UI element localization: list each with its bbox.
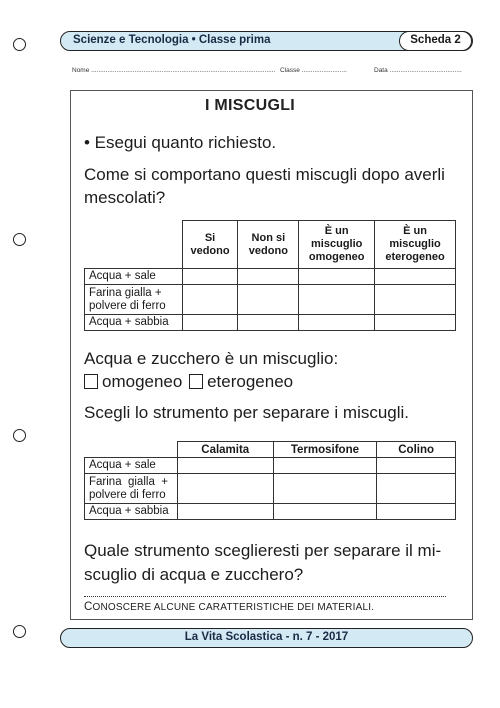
answer-cell[interactable] bbox=[238, 269, 299, 285]
answer-cell[interactable] bbox=[273, 458, 377, 474]
header-termosifone: Termosifone bbox=[273, 442, 377, 458]
answer-cell[interactable] bbox=[299, 269, 375, 285]
sheet-badge: Scheda 2 bbox=[399, 31, 472, 51]
separation-table bbox=[84, 441, 456, 520]
header-calamita: Calamita bbox=[177, 442, 273, 458]
question-1-line-2: mescolati? bbox=[84, 188, 166, 207]
class-field: Classe ......................... bbox=[280, 67, 347, 74]
table-corner bbox=[85, 221, 183, 269]
header-eterogeneo: È un miscuglio eterogeneo bbox=[375, 221, 456, 269]
question-4-line-2: scuglio di acqua e zucchero? bbox=[84, 565, 304, 584]
answer-cell[interactable] bbox=[238, 285, 299, 315]
answer-cell[interactable] bbox=[375, 269, 456, 285]
binder-hole-4 bbox=[13, 625, 26, 638]
binder-hole-3 bbox=[13, 429, 26, 442]
answer-cell[interactable] bbox=[377, 458, 456, 474]
option-omogeneo-label: omogeneo bbox=[102, 372, 183, 391]
answer-cell[interactable] bbox=[273, 474, 377, 504]
answer-cell[interactable] bbox=[182, 269, 238, 285]
date-field: Data ........................................ bbox=[374, 67, 462, 74]
row-label: Acqua + sale bbox=[85, 269, 183, 285]
answer-cell[interactable] bbox=[299, 285, 375, 315]
row-label: Farina gialla + polvere di ferro bbox=[85, 474, 178, 504]
answer-cell[interactable] bbox=[375, 285, 456, 315]
binder-hole-1 bbox=[13, 38, 26, 51]
answer-cell[interactable] bbox=[375, 315, 456, 331]
table-corner bbox=[85, 442, 178, 458]
question-1-line-1: Come si comportano questi miscugli dopo averli bbox=[84, 165, 445, 184]
table-row bbox=[85, 474, 456, 504]
header-non-si-vedono: Non si vedono bbox=[238, 221, 299, 269]
learning-goal: CONOSCERE ALCUNE CARATTERISTICHE DEI MATERIALI. bbox=[84, 601, 375, 613]
header-colino: Colino bbox=[377, 442, 456, 458]
answer-cell[interactable] bbox=[377, 474, 456, 504]
instruction: • Esegui quanto richiesto. bbox=[84, 133, 277, 152]
table-row bbox=[85, 504, 456, 520]
table-row bbox=[85, 458, 456, 474]
table-row bbox=[85, 285, 456, 315]
row-label: Acqua + sale bbox=[85, 458, 178, 474]
header-bar bbox=[60, 31, 473, 51]
answer-cell[interactable] bbox=[182, 315, 238, 331]
answer-cell[interactable] bbox=[377, 504, 456, 520]
answer-cell[interactable] bbox=[273, 504, 377, 520]
checkbox-omogeneo[interactable] bbox=[84, 374, 98, 389]
question-3: Scegli lo strumento per separare i miscugli. bbox=[84, 403, 410, 422]
option-eterogeneo-label: eterogeneo bbox=[207, 372, 294, 391]
answer-cell[interactable] bbox=[238, 315, 299, 331]
answer-cell[interactable] bbox=[177, 504, 273, 520]
page-title: I MISCUGLI bbox=[204, 97, 296, 114]
table-row bbox=[85, 315, 456, 331]
checkbox-eterogeneo[interactable] bbox=[189, 374, 203, 389]
table-row bbox=[85, 269, 456, 285]
question-4-line-1: Quale strumento sceglieresti per separare il mi- bbox=[84, 541, 442, 560]
answer-cell[interactable] bbox=[177, 474, 273, 504]
behavior-table bbox=[84, 220, 456, 331]
answer-line[interactable] bbox=[84, 590, 446, 597]
row-label: Acqua + sabbia bbox=[85, 504, 178, 520]
answer-cell[interactable] bbox=[299, 315, 375, 331]
binder-hole-2 bbox=[13, 233, 26, 246]
question-2: Acqua e zucchero è un miscuglio: bbox=[84, 349, 339, 368]
header-si-vedono: Si vedono bbox=[182, 221, 238, 269]
answer-cell[interactable] bbox=[182, 285, 238, 315]
row-label: Farina gialla + polvere di ferro bbox=[85, 285, 183, 315]
row-label: Acqua + sabbia bbox=[85, 315, 183, 331]
footer-bar: La Vita Scolastica - n. 7 - 2017 bbox=[60, 628, 473, 648]
subject-label: Scienze e Tecnologia • Classe prima bbox=[73, 34, 271, 46]
name-field: Nome ...................................................................................................... bbox=[72, 67, 276, 74]
question-2-options bbox=[84, 371, 293, 392]
answer-cell[interactable] bbox=[177, 458, 273, 474]
header-omogeneo: È un miscuglio omogeneo bbox=[299, 221, 375, 269]
